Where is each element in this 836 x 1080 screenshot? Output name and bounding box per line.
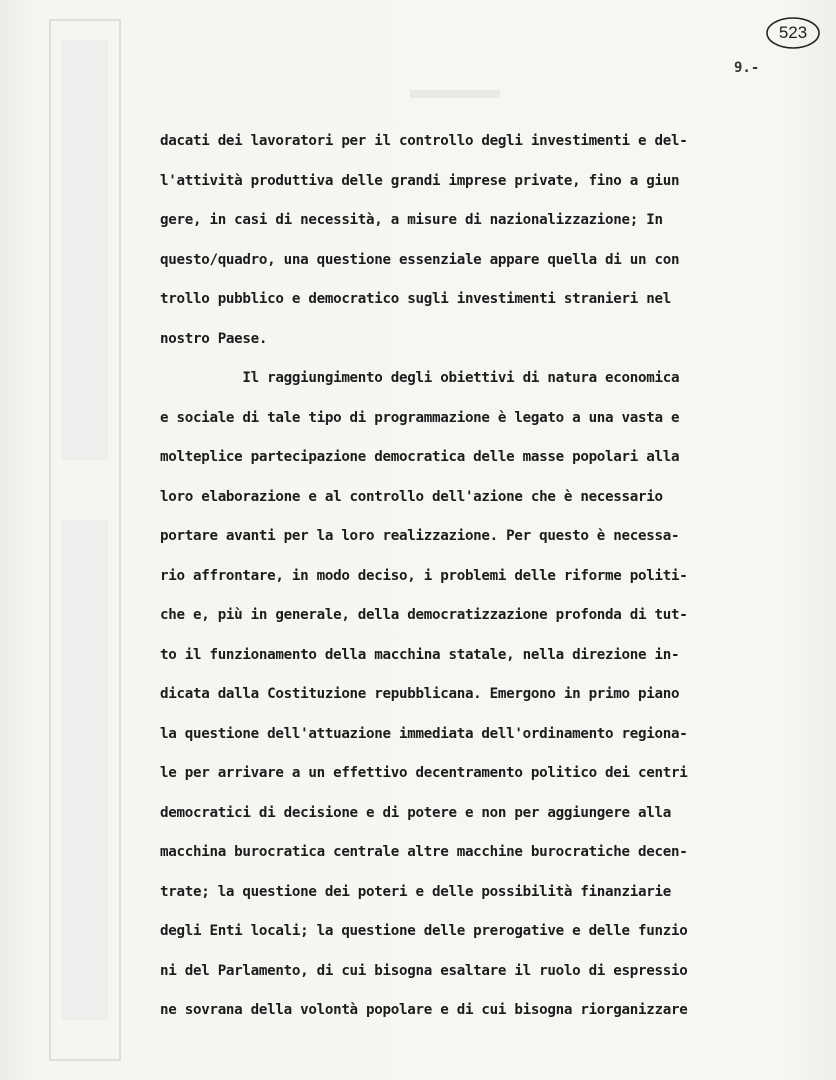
text-line: molteplice partecipazione democratica delle masse popolari alla xyxy=(160,449,680,465)
stamp-number: 523 xyxy=(778,23,808,42)
text-line: rio affrontare, in modo deciso, i problemi delle riforme politi- xyxy=(160,567,688,584)
text-line: che e, più in generale, della democratizzazione profonda di tut- xyxy=(160,607,688,623)
page-number: 9.- xyxy=(734,60,760,76)
text-line: gere, in casi di necessità, a misure di nazionalizzazione; In xyxy=(160,212,663,228)
text-line: loro elaborazione e al controllo dell'azione che è necessario xyxy=(160,488,663,505)
text-line: nostro Paese. xyxy=(160,330,268,347)
typewritten-body xyxy=(160,130,800,1039)
text-line: questo/quadro, una questione essenziale appare quella di un con xyxy=(160,251,680,268)
bleed-through-mark xyxy=(410,90,500,98)
text-line: democratici di decisione e di potere e non per aggiungere alla xyxy=(160,804,671,821)
text-line: macchina burocratica centrale altre macchine burocratiche decen- xyxy=(160,844,688,860)
text-line: dacati dei lavoratori per il controllo degli investimenti e del- xyxy=(160,133,688,149)
text-line: dicata dalla Costituzione repubblicana. Emergono in primo piano xyxy=(160,686,680,702)
text-line: ni del Parlamento, di cui bisogna esaltare il ruolo di espressio xyxy=(160,962,688,979)
text-line: Il raggiungimento degli obiettivi di natura economica xyxy=(160,370,680,386)
text-line: trate; la questione dei poteri e delle possibilità finanziarie xyxy=(160,883,671,900)
text-line: la questione dell'attuazione immediata dell'ordinamento regiona- xyxy=(160,725,688,742)
text-line: trollo pubblico e democratico sugli investimenti stranieri nel xyxy=(160,291,671,307)
archive-stamp xyxy=(764,14,822,52)
text-line: l'attività produttiva delle grandi imprese private, fino a giun xyxy=(160,172,680,189)
text-line: le per arrivare a un effettivo decentramento politico dei centri xyxy=(160,765,688,781)
text-line: to il funzionamento della macchina statale, nella direzione in- xyxy=(160,646,680,663)
text-line: ne sovrana della volontà popolare e di cui bisogna riorganizzare xyxy=(160,1002,688,1018)
text-line: degli Enti locali; la questione delle prerogative e delle funzio xyxy=(160,923,688,939)
text-line: e sociale di tale tipo di programmazione è legato a una vasta e xyxy=(160,409,680,426)
text-line: portare avanti per la loro realizzazione. Per questo è necessa- xyxy=(160,528,680,544)
archive-watermark xyxy=(40,0,130,1080)
